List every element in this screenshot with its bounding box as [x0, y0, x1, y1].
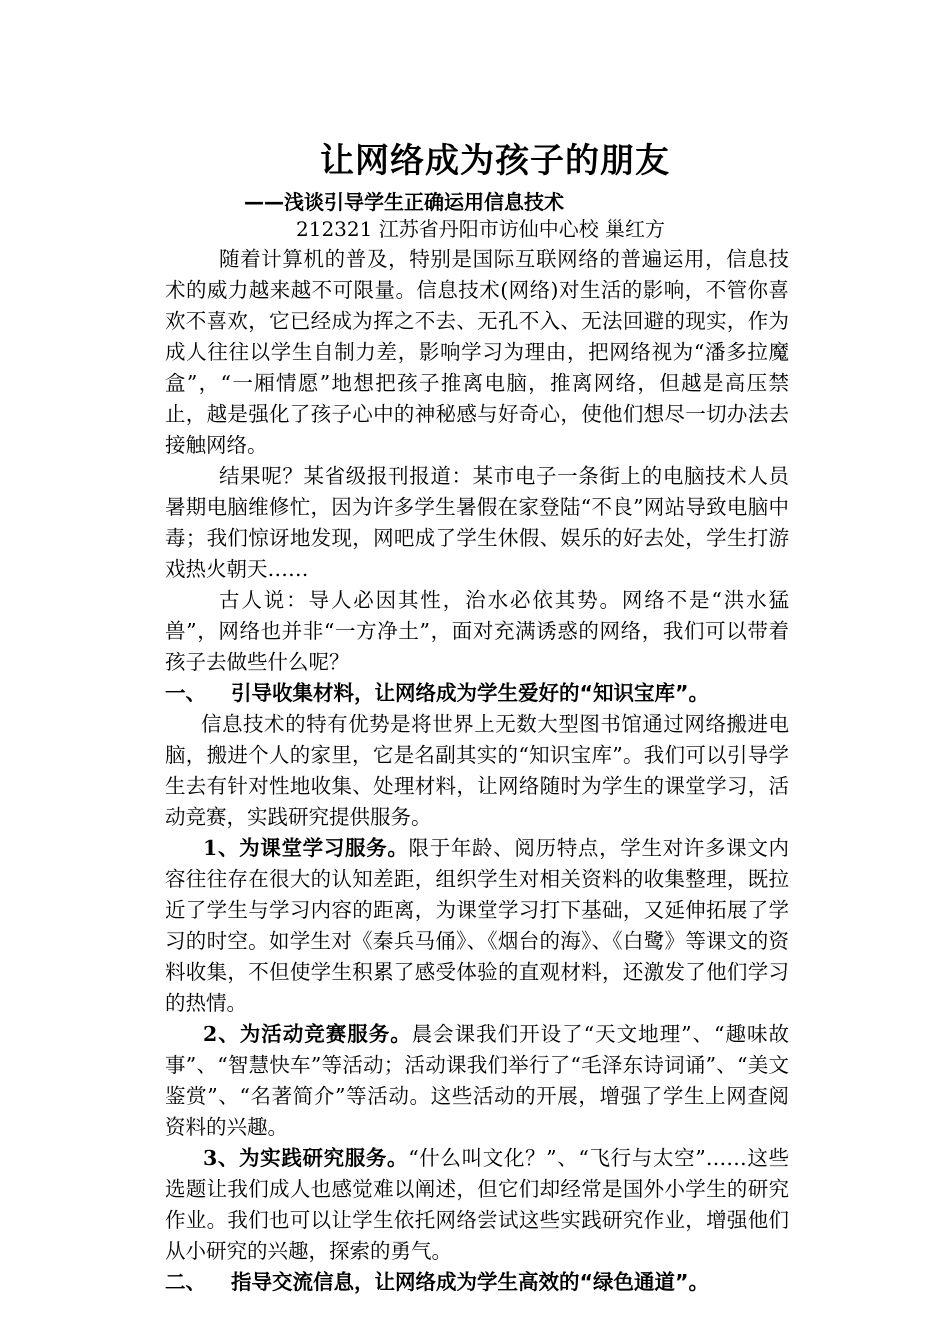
list-item-lead: 3、为实践研究服务。 — [203, 1146, 409, 1170]
list-item-classroom — [165, 833, 789, 1019]
section-number: 二、 — [165, 1270, 206, 1294]
list-item-lead: 2、为活动竞赛服务。 — [203, 1022, 412, 1046]
list-item-text: 晨会课我们开设了“天文地理”、“趣味故事”、“智慧快车”等活动；活动课我们举行了“毛泽东诗词诵”、“美文鉴赏”、“名著简介”等活动。这些活动的开展，增强了学生上网查阅资料的兴趣。 — [165, 1022, 789, 1139]
article-body — [165, 244, 789, 1298]
list-item-text: 限于年龄、阅历特点，学生对许多课文内容往往存在很大的认知差距，组织学生对相关资料的收集整理，既拉近了学生与学习内容的距离，为课堂学习打下基础，又延伸拓展了学习的时空。如学生对《秦兵马俑》、《烟台的海》、《白鹭》等课文的资料收集，不但使学生积累了感受体验的直观材料，还激发了他们学习的热情。 — [165, 836, 790, 1015]
list-item-research — [165, 1143, 789, 1267]
paragraph-ancients: 古人说：导人必因其性，治水必依其势。网络不是“洪水猛兽”，网络也并非“一方净土”，面对充满诱惑的网络，我们可以带着孩子去做些什么呢？ — [165, 588, 789, 674]
paragraph-advantage: 信息技术的特有优势是将世界上无数大型图书馆通过网络搬进电脑，搬进个人的家里，它是名副其实的“知识宝库”。我们可以引导学生去有针对性地收集、处理材料，让网络随时为学生的课堂学习，活动竞赛，实践研究提供服务。 — [165, 712, 789, 829]
section-heading-1 — [165, 678, 789, 709]
paragraph-intro: 随着计算机的普及，特别是国际互联网络的普遍运用，信息技术的威力越来越不可限量。信息技术(网络)对生活的影响，不管你喜欢不喜欢，它已经成为挥之不去、无孔不入、无法回避的现实，作为成人往往以学生自制力差，影响学习为理由，把网络视为“潘多拉魔盒”，“一厢情愿”地想把孩子推离电脑，推离网络，但越是高压禁止，越是强化了孩子心中的神秘感与好奇心，使他们想尽一切办法去接触网络。 — [165, 247, 789, 457]
document-title: 让网络成为孩子的朋友 — [320, 141, 670, 181]
section-heading-2 — [165, 1267, 789, 1298]
list-item-activities — [165, 1019, 789, 1143]
section-number: 一、 — [165, 681, 206, 705]
section-heading-text: 引导收集材料，让网络成为学生爱好的“知识宝库”。 — [231, 681, 709, 705]
paragraph-result: 结果呢？某省级报刊报道：某市电子一条街上的电脑技术人员暑期电脑维修忙，因为许多学生暑假在家登陆“不良”网站导致电脑中毒；我们惊讶地发现，网吧成了学生休假、娱乐的好去处，学生打游戏热火朝天…… — [165, 464, 789, 581]
author-byline: 212321 江苏省丹阳市访仙中心校 巢红方 — [296, 217, 666, 241]
list-item-lead: 1、为课堂学习服务。 — [203, 836, 409, 860]
document-subtitle: ——浅谈引导学生正确运用信息技术 — [244, 190, 564, 214]
list-item-text: “什么叫文化？”、“飞行与太空”……这些选题让我们成人也感觉难以阐述，但它们却经常是国外小学生的研究作业。我们也可以让学生依托网络尝试这些实践研究作业，增强他们从小研究的兴趣，探索的勇气。 — [165, 1146, 790, 1263]
section-heading-text: 指导交流信息，让网络成为学生高效的“绿色通道”。 — [231, 1270, 709, 1294]
